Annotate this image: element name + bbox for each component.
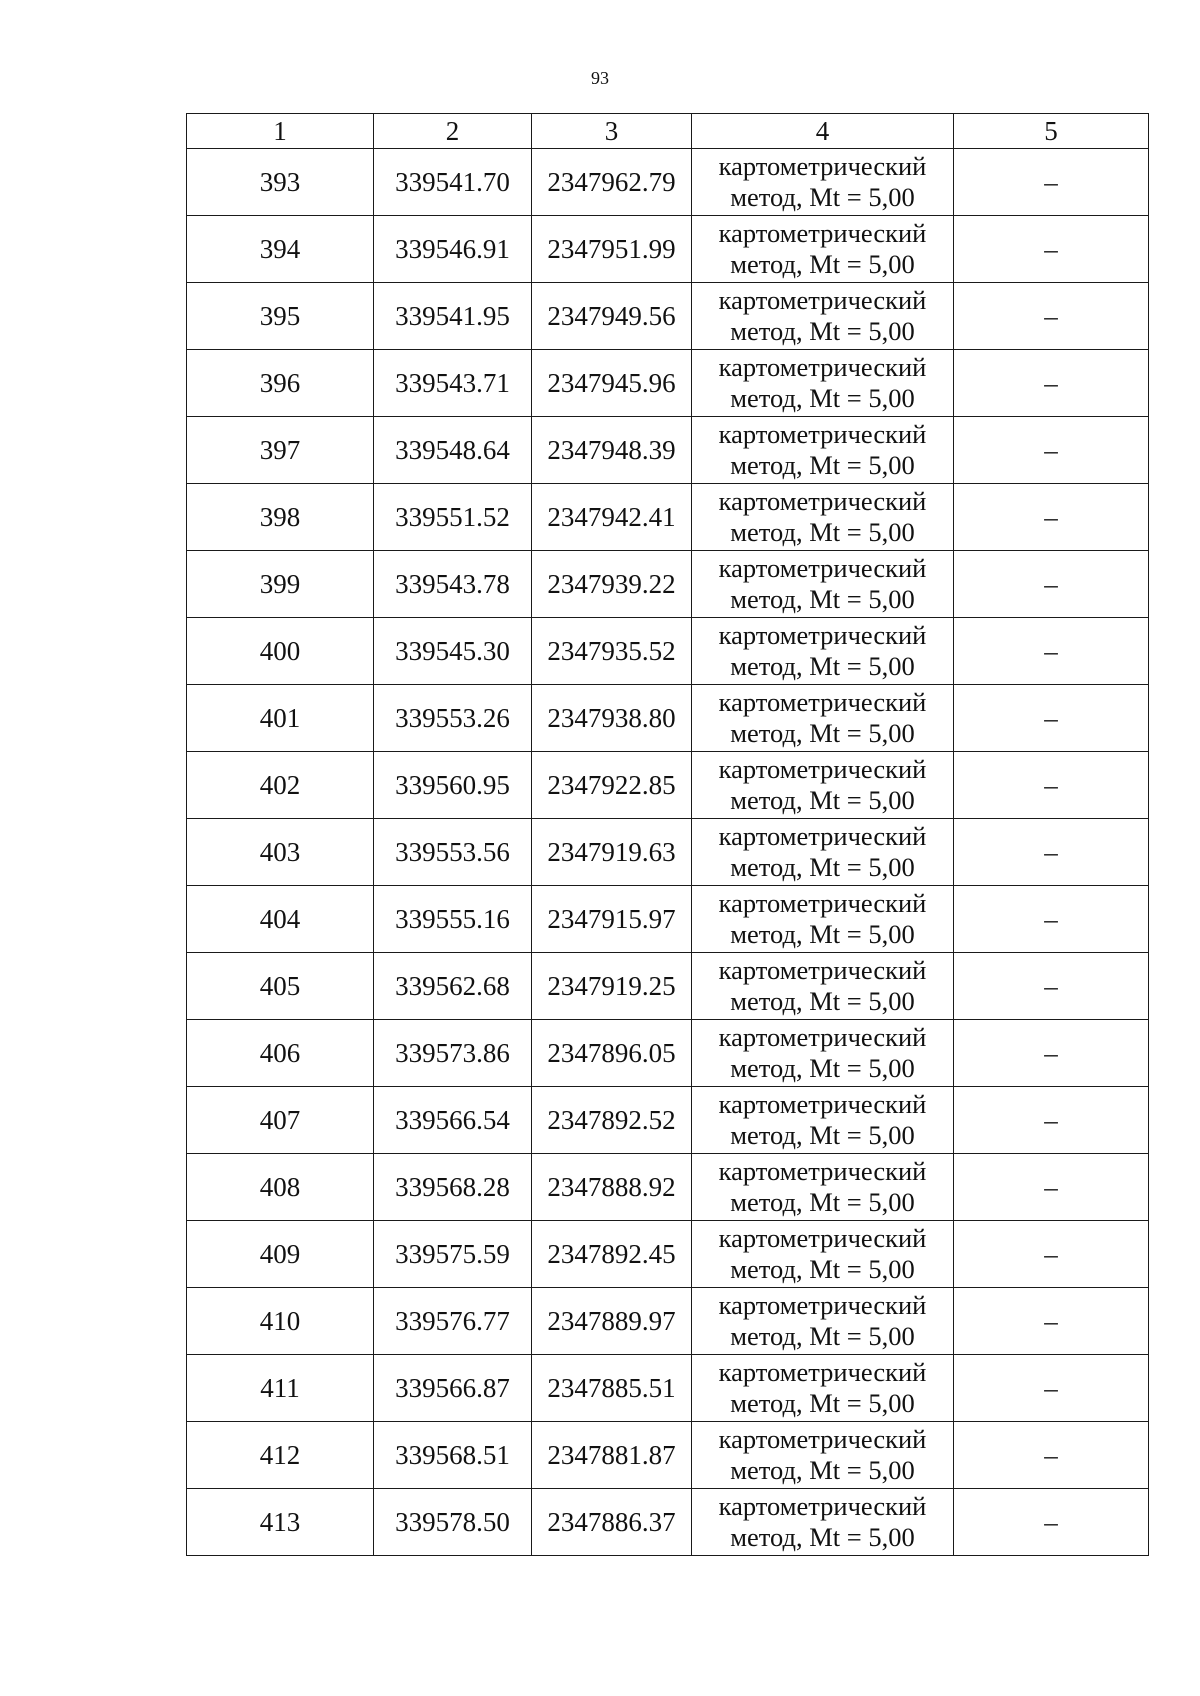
point-number-cell: 397 [187,417,374,484]
x-coordinate-cell: 339548.64 [374,417,532,484]
y-coordinate-cell: 2347922.85 [532,752,692,819]
note-cell: – [954,752,1149,819]
y-coordinate-cell: 2347962.79 [532,149,692,216]
y-coordinate-cell: 2347885.51 [532,1355,692,1422]
header-row [187,114,1149,149]
method-line-2: метод, Mt = 5,00 [730,852,915,882]
x-coordinate-cell: 339555.16 [374,886,532,953]
method-line-1: картометрический [718,1424,927,1454]
point-number-cell: 410 [187,1288,374,1355]
y-coordinate-cell: 2347935.52 [532,618,692,685]
method-line-2: метод, Mt = 5,00 [730,1321,915,1351]
table-row [187,1154,1149,1221]
table-row [187,1288,1149,1355]
table-row [187,1489,1149,1556]
point-number-cell: 412 [187,1422,374,1489]
x-coordinate-cell: 339541.95 [374,283,532,350]
point-number-cell: 393 [187,149,374,216]
y-coordinate-cell: 2347888.92 [532,1154,692,1221]
table-row [187,953,1149,1020]
method-line-1: картометрический [718,218,927,248]
method-cell [692,886,954,953]
y-coordinate-cell: 2347948.39 [532,417,692,484]
coordinates-table [186,113,1149,1556]
method-line-1: картометрический [718,1089,927,1119]
method-line-2: метод, Mt = 5,00 [730,517,915,547]
x-coordinate-cell: 339560.95 [374,752,532,819]
point-number-cell: 394 [187,216,374,283]
y-coordinate-cell: 2347951.99 [532,216,692,283]
table-row [187,886,1149,953]
method-cell [692,1355,954,1422]
method-line-2: метод, Mt = 5,00 [730,986,915,1016]
note-cell: – [954,1355,1149,1422]
table-row [187,283,1149,350]
method-cell [692,1221,954,1288]
table-row [187,685,1149,752]
y-coordinate-cell: 2347896.05 [532,1020,692,1087]
point-number-cell: 398 [187,484,374,551]
x-coordinate-cell: 339568.28 [374,1154,532,1221]
method-cell [692,1154,954,1221]
method-line-1: картометрический [718,419,927,449]
table-body [187,114,1149,1556]
note-cell: – [954,216,1149,283]
method-line-1: картометрический [718,888,927,918]
method-line-1: картометрический [718,687,927,717]
method-cell [692,819,954,886]
x-coordinate-cell: 339541.70 [374,149,532,216]
y-coordinate-cell: 2347889.97 [532,1288,692,1355]
note-cell: – [954,886,1149,953]
method-line-2: метод, Mt = 5,00 [730,316,915,346]
point-number-cell: 403 [187,819,374,886]
x-coordinate-cell: 339545.30 [374,618,532,685]
y-coordinate-cell: 2347945.96 [532,350,692,417]
y-coordinate-cell: 2347949.56 [532,283,692,350]
point-number-cell: 409 [187,1221,374,1288]
x-coordinate-cell: 339543.78 [374,551,532,618]
method-line-2: метод, Mt = 5,00 [730,651,915,681]
note-cell: – [954,417,1149,484]
note-cell: – [954,953,1149,1020]
method-line-1: картометрический [718,486,927,516]
method-line-1: картометрический [718,1357,927,1387]
table-row [187,1221,1149,1288]
y-coordinate-cell: 2347886.37 [532,1489,692,1556]
method-cell [692,953,954,1020]
method-cell [692,618,954,685]
point-number-cell: 413 [187,1489,374,1556]
method-line-1: картометрический [718,1223,927,1253]
method-cell [692,484,954,551]
method-cell [692,1288,954,1355]
table-row [187,216,1149,283]
column-header: 5 [954,114,1149,149]
method-cell [692,752,954,819]
method-line-1: картометрический [718,620,927,650]
point-number-cell: 396 [187,350,374,417]
page-number: 93 [591,68,609,88]
point-number-cell: 401 [187,685,374,752]
method-line-1: картометрический [718,1491,927,1521]
method-line-1: картометрический [718,352,927,382]
y-coordinate-cell: 2347939.22 [532,551,692,618]
column-header: 4 [692,114,954,149]
note-cell: – [954,149,1149,216]
table-row [187,1087,1149,1154]
method-cell [692,685,954,752]
point-number-cell: 395 [187,283,374,350]
y-coordinate-cell: 2347938.80 [532,685,692,752]
note-cell: – [954,819,1149,886]
x-coordinate-cell: 339576.77 [374,1288,532,1355]
method-cell [692,1422,954,1489]
table-row [187,752,1149,819]
method-cell [692,1020,954,1087]
note-cell: – [954,685,1149,752]
table-row [187,1020,1149,1087]
method-cell [692,216,954,283]
note-cell: – [954,1422,1149,1489]
point-number-cell: 399 [187,551,374,618]
x-coordinate-cell: 339573.86 [374,1020,532,1087]
note-cell: – [954,1221,1149,1288]
method-line-2: метод, Mt = 5,00 [730,450,915,480]
method-line-1: картометрический [718,553,927,583]
table-row [187,149,1149,216]
x-coordinate-cell: 339562.68 [374,953,532,1020]
x-coordinate-cell: 339568.51 [374,1422,532,1489]
x-coordinate-cell: 339543.71 [374,350,532,417]
method-cell [692,1489,954,1556]
method-cell [692,149,954,216]
method-line-1: картометрический [718,151,927,181]
y-coordinate-cell: 2347892.45 [532,1221,692,1288]
column-header: 1 [187,114,374,149]
x-coordinate-cell: 339551.52 [374,484,532,551]
y-coordinate-cell: 2347919.25 [532,953,692,1020]
point-number-cell: 411 [187,1355,374,1422]
note-cell: – [954,1154,1149,1221]
method-line-1: картометрический [718,754,927,784]
point-number-cell: 400 [187,618,374,685]
method-line-2: метод, Mt = 5,00 [730,1120,915,1150]
note-cell: – [954,1087,1149,1154]
note-cell: – [954,484,1149,551]
x-coordinate-cell: 339553.56 [374,819,532,886]
method-line-2: метод, Mt = 5,00 [730,182,915,212]
column-header: 2 [374,114,532,149]
method-line-2: метод, Mt = 5,00 [730,785,915,815]
method-line-1: картометрический [718,1156,927,1186]
method-line-2: метод, Mt = 5,00 [730,1254,915,1284]
table-row [187,484,1149,551]
method-line-1: картометрический [718,1290,927,1320]
x-coordinate-cell: 339553.26 [374,685,532,752]
method-cell [692,350,954,417]
column-header: 3 [532,114,692,149]
x-coordinate-cell: 339566.87 [374,1355,532,1422]
table-row [187,551,1149,618]
method-line-2: метод, Mt = 5,00 [730,1388,915,1418]
method-line-1: картометрический [718,955,927,985]
x-coordinate-cell: 339575.59 [374,1221,532,1288]
table-row [187,350,1149,417]
point-number-cell: 408 [187,1154,374,1221]
method-cell [692,417,954,484]
method-line-1: картометрический [718,1022,927,1052]
x-coordinate-cell: 339566.54 [374,1087,532,1154]
method-line-2: метод, Mt = 5,00 [730,383,915,413]
note-cell: – [954,1288,1149,1355]
method-line-1: картометрический [718,821,927,851]
method-cell [692,1087,954,1154]
point-number-cell: 404 [187,886,374,953]
y-coordinate-cell: 2347881.87 [532,1422,692,1489]
method-line-2: метод, Mt = 5,00 [730,718,915,748]
y-coordinate-cell: 2347942.41 [532,484,692,551]
method-line-2: метод, Mt = 5,00 [730,584,915,614]
table-row [187,819,1149,886]
note-cell: – [954,551,1149,618]
note-cell: – [954,618,1149,685]
table-row [187,417,1149,484]
table-row [187,618,1149,685]
method-line-2: метод, Mt = 5,00 [730,249,915,279]
method-cell [692,551,954,618]
table-row [187,1422,1149,1489]
method-line-1: картометрический [718,285,927,315]
x-coordinate-cell: 339546.91 [374,216,532,283]
method-line-2: метод, Mt = 5,00 [730,1187,915,1217]
y-coordinate-cell: 2347892.52 [532,1087,692,1154]
method-line-2: метод, Mt = 5,00 [730,1455,915,1485]
method-cell [692,283,954,350]
note-cell: – [954,283,1149,350]
method-line-2: метод, Mt = 5,00 [730,919,915,949]
table-row [187,1355,1149,1422]
note-cell: – [954,1489,1149,1556]
method-line-2: метод, Mt = 5,00 [730,1522,915,1552]
y-coordinate-cell: 2347915.97 [532,886,692,953]
point-number-cell: 407 [187,1087,374,1154]
point-number-cell: 406 [187,1020,374,1087]
method-line-2: метод, Mt = 5,00 [730,1053,915,1083]
y-coordinate-cell: 2347919.63 [532,819,692,886]
note-cell: – [954,350,1149,417]
x-coordinate-cell: 339578.50 [374,1489,532,1556]
point-number-cell: 402 [187,752,374,819]
note-cell: – [954,1020,1149,1087]
point-number-cell: 405 [187,953,374,1020]
